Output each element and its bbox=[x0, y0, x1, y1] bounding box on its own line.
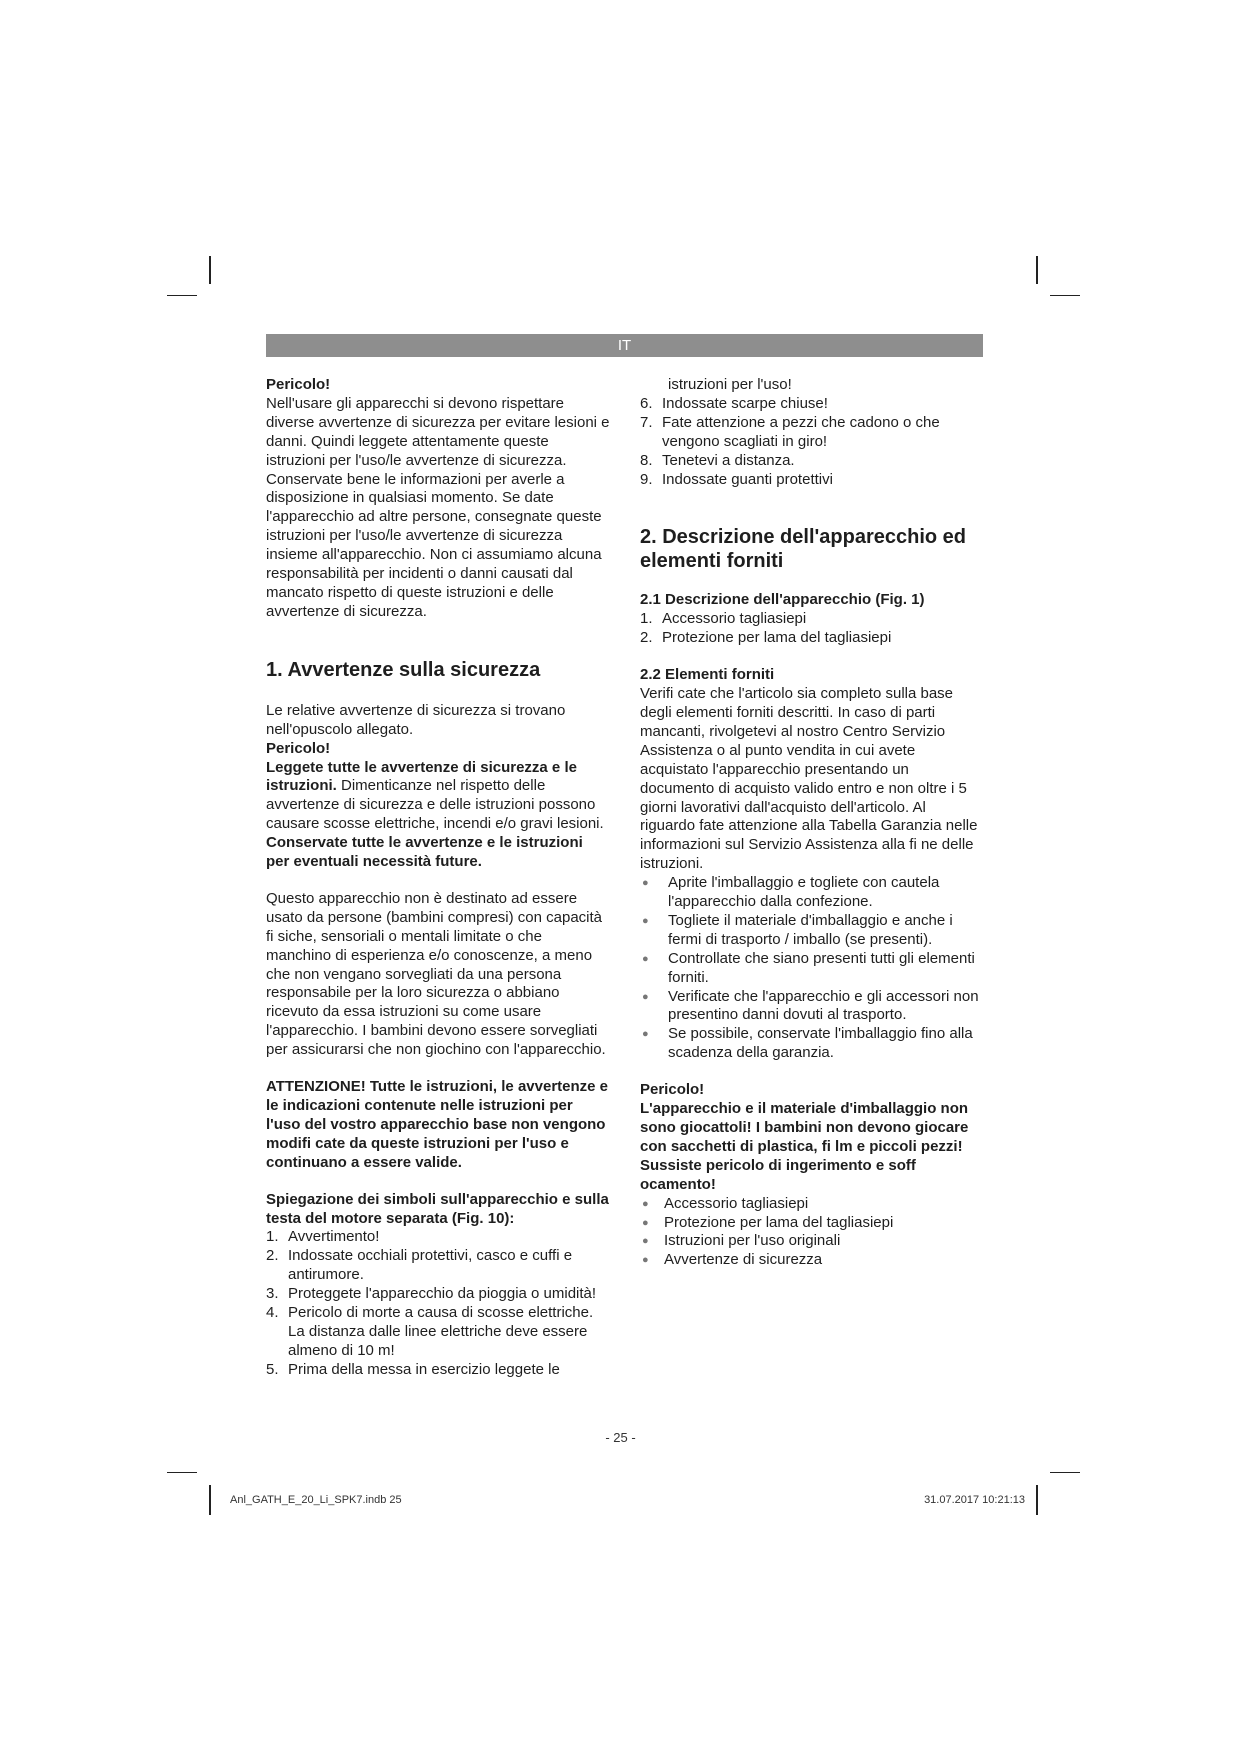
safety-bold-keep: Conservate tutte le avvertenze e le istruzioni per eventuali necessità future. bbox=[266, 834, 583, 871]
list-item bbox=[640, 950, 985, 988]
list-item bbox=[640, 414, 985, 452]
section-2-1-title: 2.1 Descrizione dell'apparecchio (Fig. 1) bbox=[640, 591, 925, 609]
crop-mark bbox=[1036, 256, 1038, 284]
item-text: Protezione per lama del tagliasiepi bbox=[662, 629, 892, 647]
item-number: 8. bbox=[640, 451, 653, 469]
crop-mark bbox=[1050, 1472, 1080, 1473]
list-item bbox=[266, 1285, 610, 1304]
item-text: Protezione per lama del tagliasiepi bbox=[664, 1213, 894, 1231]
unpacking-list bbox=[640, 874, 985, 1063]
item-text: Pericolo di morte a causa di scosse elettriche. La distanza dalle linee elettriche deve essere almeno di 10 m! bbox=[288, 1304, 594, 1359]
crop-mark bbox=[167, 1472, 197, 1473]
list-item bbox=[266, 1304, 610, 1361]
list-item bbox=[640, 395, 985, 414]
item-number: 2. bbox=[266, 1247, 279, 1265]
right-column bbox=[640, 376, 985, 1270]
print-timestamp: 31.07.2017 10:21:13 bbox=[924, 1494, 1025, 1506]
bullet-icon: ● bbox=[642, 990, 649, 1003]
list-item bbox=[266, 1361, 610, 1380]
item-number: 5. bbox=[266, 1360, 279, 1378]
section-2-2-title: 2.2 Elementi forniti bbox=[640, 666, 775, 684]
list-item bbox=[640, 452, 985, 471]
bullet-icon: ● bbox=[642, 914, 649, 927]
section-2-title: 2. Descrizione dell'apparecchio ed elementi forniti bbox=[640, 526, 966, 573]
attention-paragraph: ATTENZIONE! Tutte le istruzioni, le avvertenze e le indicazioni contenute nelle istruzioni per l'uso del vostro apparecchio base non vengono modifi cate da queste istruzioni per l'uso e continuano a essere valide. bbox=[266, 1078, 609, 1171]
bullet-icon: ● bbox=[642, 1254, 649, 1267]
symbols-title: Spiegazione dei simboli sull'apparecchio e sulla testa del motore separata (Fig. 10): bbox=[266, 1190, 609, 1227]
item-text: Prima della messa in esercizio leggete le bbox=[288, 1360, 560, 1378]
list-item bbox=[640, 1025, 985, 1063]
crop-mark bbox=[1050, 295, 1080, 296]
list-item bbox=[640, 988, 985, 1026]
bullet-icon: ● bbox=[642, 952, 649, 965]
bullet-icon: ● bbox=[642, 1197, 649, 1210]
list-item bbox=[640, 1195, 985, 1214]
item-number: 7. bbox=[640, 413, 653, 431]
item-text: Controllate che siano presenti tutti gli elementi forniti. bbox=[668, 949, 975, 986]
safety-text: Dimenticanze nel rispetto delle avvertenze di sicurezza e delle istruzioni possono causare scosse elettriche, incendi e/o gravi lesioni. bbox=[266, 777, 604, 833]
item-number: 4. bbox=[266, 1304, 279, 1322]
item-text: Togliete il materiale d'imballaggio e anche i fermi di trasporto / imballo (se presenti). bbox=[668, 911, 953, 948]
item-text: Indossate guanti protettivi bbox=[662, 470, 833, 488]
item-text: Proteggete l'apparecchio da pioggia o umidità! bbox=[288, 1285, 597, 1303]
item-text: Avvertenze di sicurezza bbox=[664, 1251, 823, 1269]
item-text: Accessorio tagliasiepi bbox=[662, 610, 807, 628]
list-continuation: istruzioni per l'uso! bbox=[668, 376, 792, 393]
list-item bbox=[640, 874, 985, 912]
intro-paragraph: Nell'usare gli apparecchi si devono rispettare diverse avvertenze di sicurezza per evitare lesioni e danni. Quindi leggete attentamente queste istruzioni per l'uso/le avvertenze di sicurezza. Conservate bene le informazioni per averle a disposizione in qualsiasi momento. Se date l'apparecchio ad altre persone, consegnate queste istruzioni per l'uso/le avvertenze di sicurezza insieme all'apparecchio. Non ci assumiamo alcuna responsabilità per incidenti o danni causati dal mancato rispetto di queste istruzioni e delle avvertenze di sicurezza. bbox=[266, 394, 610, 620]
packaging-danger-title: Pericolo! bbox=[640, 1081, 705, 1099]
list-item bbox=[640, 1232, 985, 1251]
list-item bbox=[640, 912, 985, 950]
item-text: Fate attenzione a pezzi che cadono o che vengono scagliati in giro! bbox=[662, 413, 940, 450]
bullet-icon: ● bbox=[642, 1028, 649, 1041]
supplied-paragraph: Verifi cate che l'articolo sia completo sulla base degli elementi forniti descritti. In caso di parti mancanti, rivolgetevi al nostro Centro Servizio Assistenza o al punto vendita in cui avete acquistato l'apparecchio presentando un documento di acquisto valido entro e non oltre i 5 giorni lavorativi dall'acquisto dell'articolo. Al riguardo fate attenzione alla Tabella Garanzia nelle informazioni sul Servizio Assistenza alla fi ne delle istruzioni. bbox=[640, 685, 978, 873]
section-1-title: 1. Avvertenze sulla sicurezza bbox=[266, 658, 541, 681]
item-text: Aprite l'imballaggio e togliete con cautela l'apparecchio dalla confezione. bbox=[668, 874, 940, 911]
list-item bbox=[640, 1251, 985, 1270]
list-item bbox=[640, 471, 985, 490]
children-paragraph: Questo apparecchio non è destinato ad essere usato da persone (bambini compresi) con capacità fi siche, sensoriali o mentali limitate o che manchino di esperienza e/o conoscenze, a meno che non vengano sorvegliati da una persona responsabile per la loro sicurezza o abbiano ricevuto da essa istruzioni su come usare l'apparecchio. I bambini devono essere sorvegliati per assicurarsi che non giochino con l'apparecchio. bbox=[266, 889, 606, 1059]
left-column bbox=[266, 376, 610, 1380]
crop-mark bbox=[209, 1485, 211, 1515]
packaging-danger-text: L'apparecchio e il materiale d'imballaggio non sono giocattoli! I bambini non devono giocare con sacchetti di plastica, fi lm e piccoli pezzi! Sussiste pericolo di ingerimento e soff ocamento! bbox=[640, 1100, 969, 1193]
item-text: Avvertimento! bbox=[288, 1228, 380, 1246]
crop-mark bbox=[167, 295, 197, 296]
item-number: 9. bbox=[640, 470, 653, 488]
item-number: 1. bbox=[640, 610, 653, 628]
list-item bbox=[640, 1214, 985, 1233]
page-number: - 25 - bbox=[605, 1430, 636, 1445]
safety-bold-read: Leggete tutte le avvertenze di sicurezza e le istruzioni. bbox=[266, 758, 577, 795]
item-text: Istruzioni per l'uso originali bbox=[664, 1232, 841, 1250]
crop-mark bbox=[209, 256, 211, 284]
item-text: Indossate scarpe chiuse! bbox=[662, 394, 828, 412]
list-item bbox=[266, 1228, 610, 1247]
item-text: Accessorio tagliasiepi bbox=[664, 1194, 809, 1212]
device-description-list bbox=[640, 610, 985, 648]
item-number: 2. bbox=[640, 629, 653, 647]
item-number: 1. bbox=[266, 1228, 279, 1246]
safety-intro: Le relative avvertenze di sicurezza si trovano nell'opuscolo allegato. bbox=[266, 701, 566, 738]
safety-paragraph bbox=[266, 759, 610, 835]
language-header: IT bbox=[266, 334, 983, 357]
bullet-icon: ● bbox=[642, 1216, 649, 1229]
list-item bbox=[266, 1247, 610, 1285]
list-item bbox=[640, 629, 985, 648]
item-number: 6. bbox=[640, 394, 653, 412]
item-text: Tenetevi a distanza. bbox=[662, 451, 795, 469]
bullet-icon: ● bbox=[642, 1235, 649, 1248]
file-name: Anl_GATH_E_20_Li_SPK7.indb 25 bbox=[230, 1494, 402, 1506]
crop-mark bbox=[1036, 1485, 1038, 1515]
symbols-list bbox=[266, 1228, 610, 1379]
item-text: Verificate che l'apparecchio e gli accessori non presentino danni dovuti al trasporto. bbox=[668, 987, 979, 1024]
item-text: Indossate occhiali protettivi, casco e cuffi e antirumore. bbox=[288, 1247, 573, 1284]
bullet-icon: ● bbox=[642, 877, 649, 890]
safety-danger-title: Pericolo! bbox=[266, 739, 331, 757]
item-text: Se possibile, conservate l'imballaggio fino alla scadenza della garanzia. bbox=[668, 1025, 973, 1062]
supplied-items-list bbox=[640, 1195, 985, 1271]
danger-title: Pericolo! bbox=[266, 376, 331, 393]
item-number: 3. bbox=[266, 1285, 279, 1303]
list-item bbox=[640, 610, 985, 629]
symbols-list-continued bbox=[640, 395, 985, 490]
